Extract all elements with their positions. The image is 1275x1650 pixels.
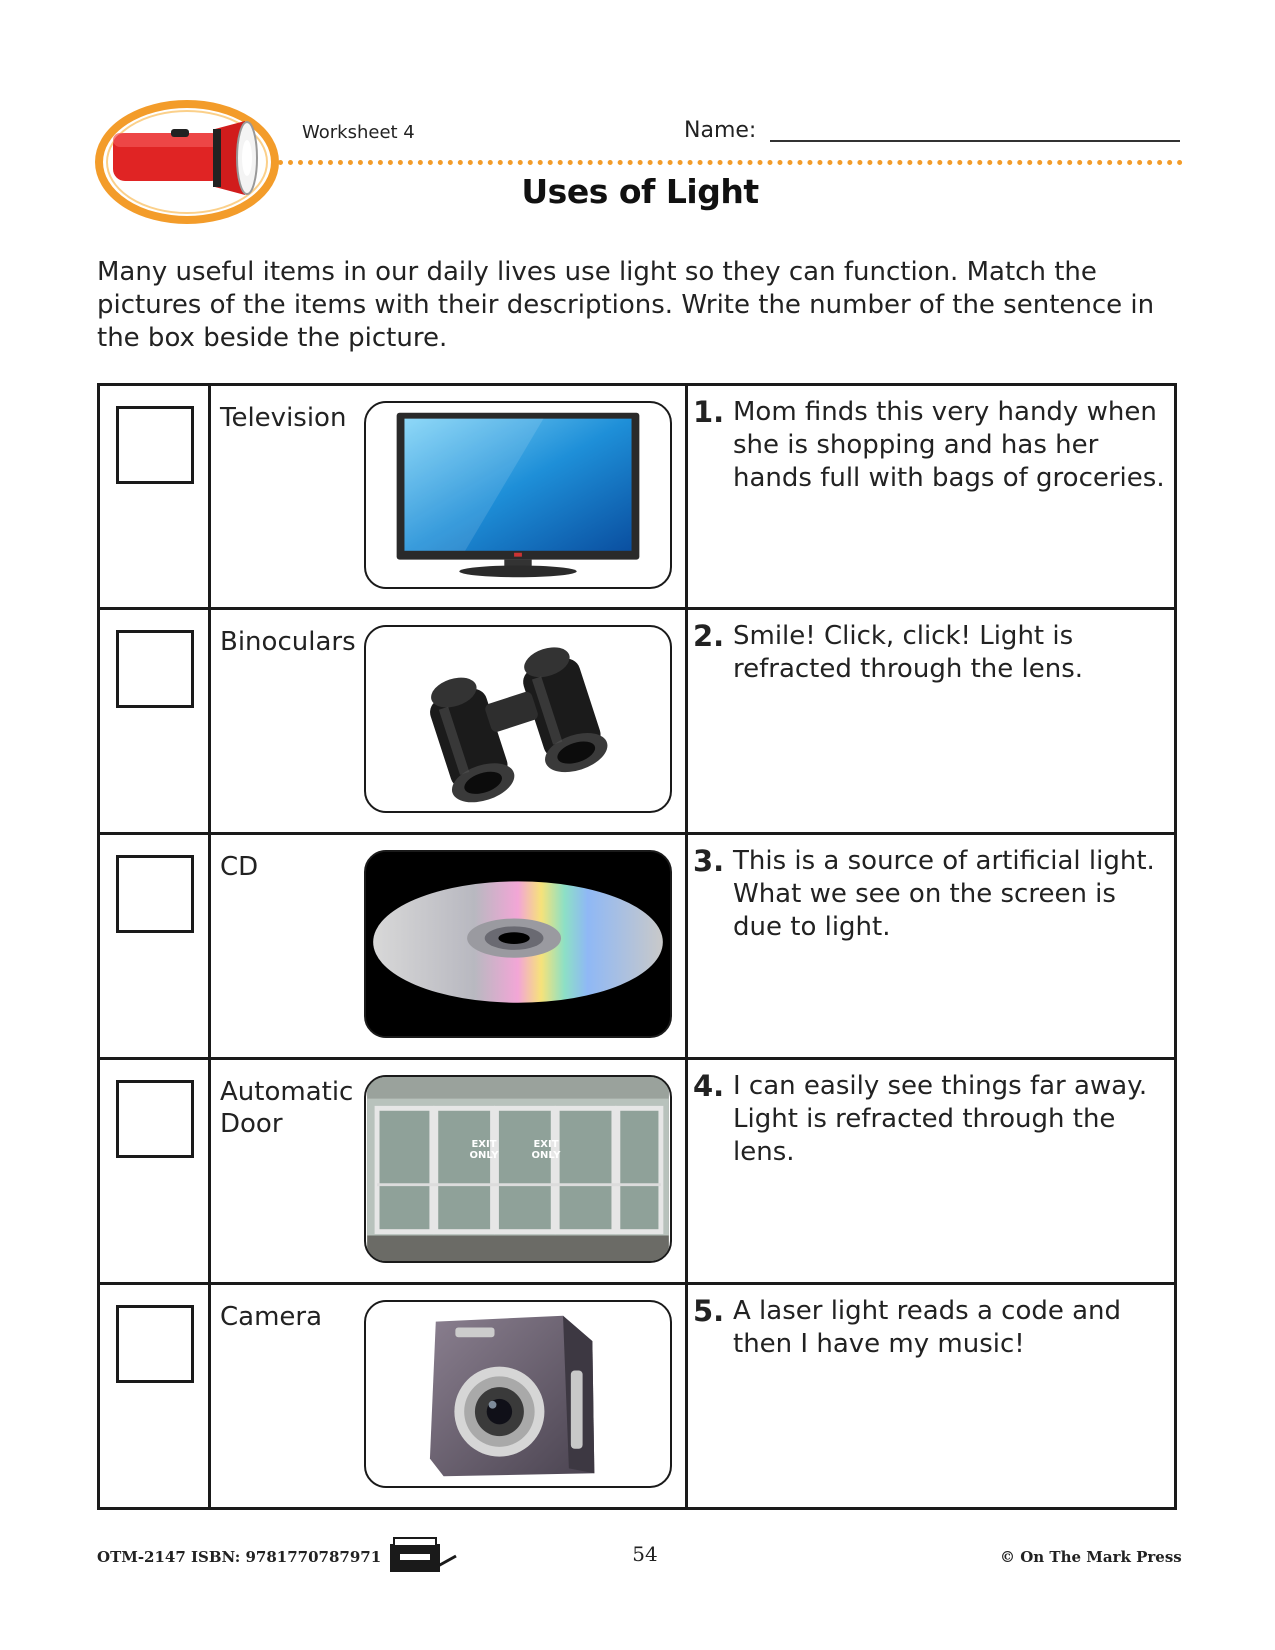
camera-image	[364, 1300, 672, 1488]
name-field[interactable]	[770, 140, 1180, 142]
door-sign: EXIT ONLY	[531, 1139, 561, 1161]
dotted-divider	[278, 160, 1183, 165]
table-row	[100, 1285, 1174, 1510]
item-label: CD	[220, 852, 259, 882]
description-text: Smile! Click, click! Light is refracted through the lens.	[733, 621, 1084, 684]
answer-box[interactable]	[116, 406, 194, 484]
item-label: Television	[220, 403, 347, 433]
description-number: 5.	[693, 1294, 725, 1328]
page-title: Uses of Light	[521, 172, 759, 211]
description-number: 1.	[693, 395, 725, 429]
matching-table	[97, 383, 1177, 1510]
footer-code: OTM-2147 ISBN: 9781770787971	[97, 1548, 382, 1566]
description-number: 2.	[693, 619, 725, 653]
description-number: 4.	[693, 1069, 725, 1103]
name-label: Name:	[684, 118, 757, 143]
instructions-text: Many useful items in our daily lives use light so they can function. Match the pictures of the items with their descriptions. Write the number of the sentence in the box beside the picture.	[97, 257, 1155, 353]
answer-box[interactable]	[116, 630, 194, 708]
cd-image	[364, 850, 672, 1038]
copy-machine-icon	[388, 1536, 458, 1574]
page-number: 54	[632, 1542, 658, 1566]
item-label: Binoculars	[220, 627, 356, 657]
binoculars-image	[364, 625, 672, 813]
answer-box[interactable]	[116, 1305, 194, 1383]
table-row	[100, 610, 1174, 835]
description-number: 3.	[693, 844, 725, 878]
publisher-credit: © On The Mark Press	[1000, 1548, 1182, 1566]
item-label: Automatic Door	[220, 1077, 354, 1139]
item-label: Camera	[220, 1302, 323, 1332]
answer-box[interactable]	[116, 1080, 194, 1158]
automatic-door-image	[364, 1075, 672, 1263]
table-row	[100, 1060, 1174, 1285]
description-text: A laser light reads a code and then I have my music!	[733, 1296, 1122, 1359]
description-text: I can easily see things far away. Light is refracted through the lens.	[733, 1071, 1148, 1167]
table-row	[100, 386, 1174, 611]
description-text: Mom finds this very handy when she is shopping and has her hands full with bags of groceries.	[733, 397, 1165, 493]
description-text: This is a source of artificial light. What we see on the screen is due to light.	[733, 846, 1155, 942]
television-image	[364, 401, 672, 589]
table-row	[100, 835, 1174, 1060]
flashlight-logo-icon	[95, 95, 285, 230]
worksheet-label: Worksheet 4	[302, 122, 415, 143]
door-sign: EXIT ONLY	[469, 1139, 499, 1161]
answer-box[interactable]	[116, 855, 194, 933]
